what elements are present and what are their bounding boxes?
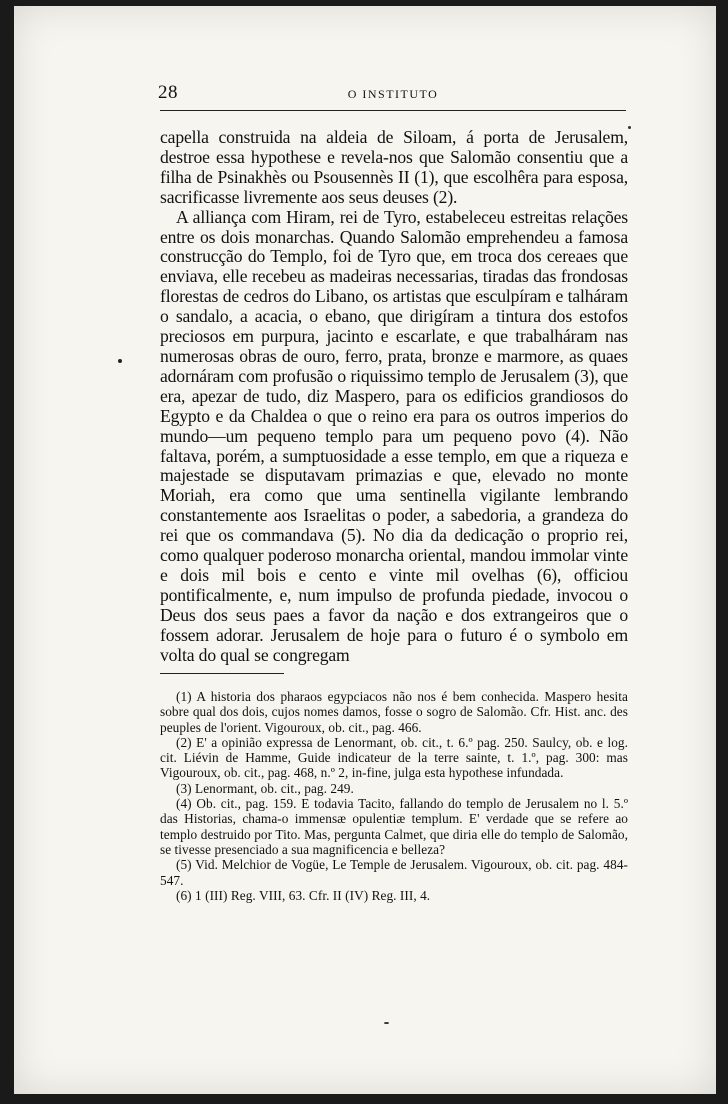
footnote-rule xyxy=(160,673,284,674)
main-text xyxy=(160,128,628,665)
footnote: (4) Ob. cit., pag. 159. E todavia Tacito, fallando do templo de Jerusalem no l. 5.º das Historias, chama-o immensæ opulentiæ templum. E' verdade que se refere ao templo destruido por Tito. Mas, pergunta Calmet, que diria elle do templo de Salomão, se tivesse presenciado a sua magnificencia e belleza? xyxy=(160,796,628,857)
running-title: O INSTITUTO xyxy=(347,87,439,101)
paragraph: A alliança com Hiram, rei de Tyro, estabeleceu estreitas relações entre os dois monarchas. Quando Salomão emprehendeu a famosa construcção do Templo, foi de Tyro que, em troca dos cereaes que enviava, elle recebeu as madeiras necessarias, tiradas das frondosas florestas de cedros do Libano, os artistas que esculpíram e talháram o sandalo, a acacia, o ebano, que dirigíram a tintura dos estofos preciosos em purpura, jacinto e escarlate, e que trabalháram nas numerosas obras de ouro, ferro, prata, bronze e marmore, as quaes adornáram com profusão o riquissimo templo de Jerusalem (3), que era, apezar de tudo, diz Maspero, para os edificios grandiosos do Egypto e da Chaldea o que o reino era para os outros imperios do mundo—um pequeno templo para um pequeno povo (4). Não faltava, porém, a sumptuosidade a esse templo, em que a riqueza e majestade se disputavam primazias e que, elevado no monte Moriah, era como que uma sentinella vigilante lembrando constantemente aos Israelitas o poder, a sabedoria, a grandeza do rei que os commandava (5). No dia da dedicação o proprio rei, como qualquer poderoso monarcha oriental, mandou immolar vinte e dois mil bois e cento e vinte mil ovelhas (6), officiou pontificalmente, e, num impulso de profunda piedade, invocou o Deus dos seus paes a favor da nação e dos extrangeiros que o fossem adorar. Jerusalem de hoje para o futuro é o symbolo em volta do qual se congregam xyxy=(160,206,628,665)
footnote: (1) A historia dos pharaos egypciacos não nos é bem conhecida. Maspero hesita sobre qual dos dois, cujos nomes damos, fosse o sogro de Salomão. Cfr. Hist. anc. des peuples de l'orient. Vigouroux, ob. cit., pag. 466. xyxy=(160,689,628,735)
footnote: (2) E' a opinião expressa de Lenormant, ob. cit., t. 6.º pag. 250. Saulcy, ob. e log. cit. Liévin de Hamme, Guide indicateur de la terre sainte, t. 1.º, pag. 300: mas Vigouroux, ob. cit., pag. 468, n.º 2, in-fine, julga esta hypothese infundada. xyxy=(160,734,628,781)
footnotes xyxy=(160,689,628,903)
margin-mark xyxy=(118,359,122,363)
page-number: 28 xyxy=(158,82,178,103)
paragraph: capella construida na aldeia de Siloam, á porta de Jerusalem, destroe essa hypothese e revela-nos que Salomão consentiu que a filha de Psinakhès ou Psousennès II (1), que escolhêra para esposa, sacrificasse livremente aos seus deuses (2). xyxy=(160,127,628,207)
page-header xyxy=(158,82,628,106)
footnote: (5) Vid. Melchior de Vogüe, Le Temple de Jerusalem. Vigouroux, ob. cit. pag. 484-547. xyxy=(160,857,628,888)
paper-speck xyxy=(628,126,631,129)
footnote: (6) 1 (III) Reg. VIII, 63. Cfr. II (IV) Reg. III, 4. xyxy=(176,887,431,903)
header-rule xyxy=(160,110,626,111)
paper-speck xyxy=(384,1022,389,1024)
footnote: (3) Lenormant, ob. cit., pag. 249. xyxy=(176,780,354,796)
